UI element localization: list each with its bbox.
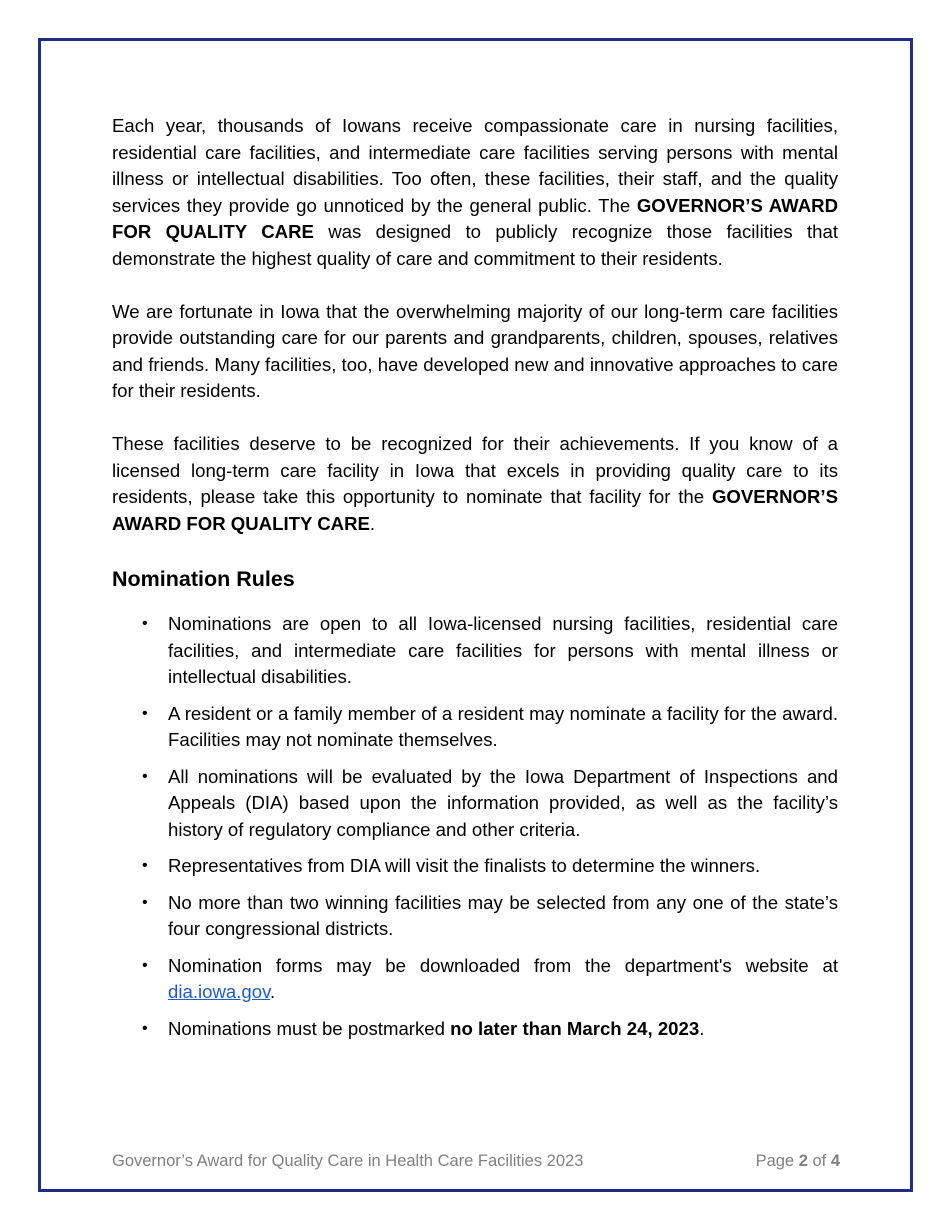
rule-text: Nominations must be postmarked bbox=[168, 1017, 451, 1039]
footer-title: Governor’s Award for Quality Care in Health Care Facilities 2023 bbox=[112, 1152, 584, 1170]
page-word: Page bbox=[755, 1152, 799, 1170]
bullet-icon: • bbox=[142, 893, 148, 911]
rule-text: . bbox=[269, 981, 276, 1002]
bullet-icon: • bbox=[142, 956, 148, 974]
current-page: 2 bbox=[798, 1152, 808, 1170]
rule-text: . bbox=[699, 1017, 705, 1039]
rule-text: Nomination forms may be downloaded from the department's website at bbox=[168, 954, 838, 976]
list-item bbox=[112, 890, 838, 943]
bullet-icon: • bbox=[142, 1019, 148, 1037]
list-item bbox=[112, 853, 838, 880]
bullet-icon: • bbox=[142, 857, 148, 874]
list-item bbox=[112, 701, 838, 754]
total-pages: 4 bbox=[830, 1152, 840, 1170]
rule-text: Nominations are open to all Iowa-licensed nursing facilities, residential care facilities, and intermediate care facilities for persons with mental illness or intellectual disabilities. bbox=[168, 613, 838, 687]
list-item bbox=[112, 611, 838, 691]
intro-text: . bbox=[369, 512, 376, 534]
intro-paragraph-2: We are fortunate in Iowa that the overwhelming majority of our long-term care facilities provide outstanding care for our parents and grandparents, children, spouses, relatives and friends. Many facilities, too, have developed new and innovative approaches to care for their residents. bbox=[112, 300, 838, 401]
intro-text: was designed to publicly recognize those facilities that demonstrate the highest quality of care and commitment to their residents. bbox=[112, 221, 838, 269]
section-heading: Nomination Rules bbox=[112, 567, 295, 591]
intro-text: Each year, thousands of Iowans receive compassionate care in nursing facilities, residential care facilities, and intermediate care facilities serving persons with mental illness or intellectual disabilities. Too often, these facilities, their staff, and the quality services they provide go unnoticed by the general public. The bbox=[112, 115, 838, 216]
list-item bbox=[112, 953, 838, 1006]
document-body bbox=[112, 113, 838, 1052]
intro-paragraph-3 bbox=[112, 431, 838, 537]
page-of: of bbox=[807, 1152, 831, 1170]
award-name-bold: GOVERNOR’S AWARD FOR QUALITY CARE bbox=[112, 486, 838, 534]
rule-text: All nominations will be evaluated by the Iowa Department of Inspections and Appeals (DIA) based upon the information provided, as well as the facility’s history of regulatory compliance and other criteria. bbox=[168, 765, 838, 840]
intro-text: These facilities deserve to be recognized for their achievements. If you know of a licensed long-term care facility in Iowa that excels in providing quality care to its residents, please take this opportunity to nominate that facility for the bbox=[112, 433, 838, 507]
award-name-bold: GOVERNOR’S AWARD FOR QUALITY CARE bbox=[112, 194, 838, 242]
intro-paragraph-1 bbox=[112, 113, 838, 272]
rule-text: A resident or a family member of a resident may nominate a facility for the award. Facilities may not nominate themselves. bbox=[168, 702, 838, 750]
rules-list bbox=[112, 611, 838, 1042]
bullet-icon: • bbox=[142, 767, 148, 785]
list-item bbox=[112, 764, 838, 844]
dia-website-link[interactable]: dia.iowa.gov bbox=[168, 981, 270, 1002]
page-footer bbox=[112, 1152, 840, 1171]
bullet-icon: • bbox=[142, 615, 148, 632]
rule-text: No more than two winning facilities may be selected from any one of the state’s four congressional districts. bbox=[168, 891, 838, 939]
rule-text: Representatives from DIA will visit the finalists to determine the winners. bbox=[168, 855, 761, 876]
page-number bbox=[756, 1152, 840, 1171]
list-item bbox=[112, 1016, 838, 1043]
bullet-icon: • bbox=[142, 704, 148, 722]
deadline-bold: no later than March 24, 2023 bbox=[450, 1017, 700, 1039]
